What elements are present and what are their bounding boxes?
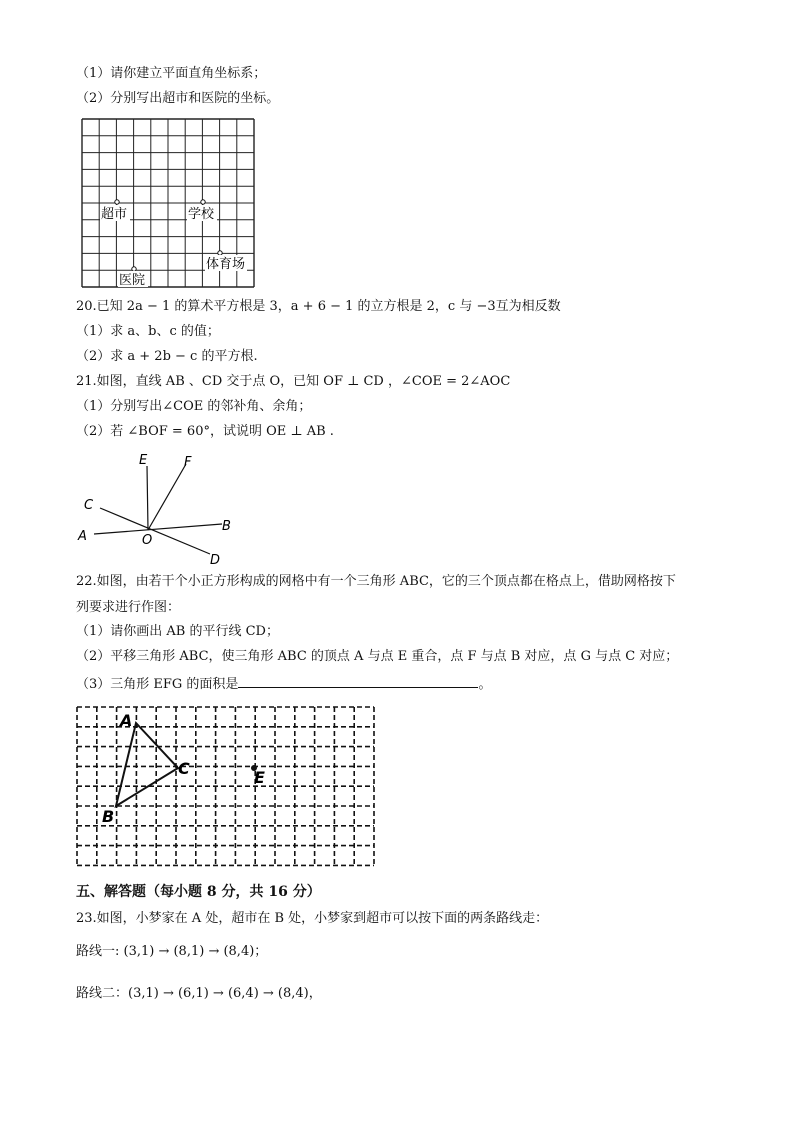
- q22-part3-prefix: （3）三角形 EFG 的面积是: [76, 677, 239, 692]
- hospital-label: 医院: [119, 273, 146, 288]
- ray-OE: [147, 466, 148, 530]
- label-O: O: [142, 533, 153, 548]
- label-E-q22: E: [254, 768, 265, 787]
- q20-stem: 20.已知 2a − 1 的算术平方根是 3，a + 6 − 1 的立方根是 2，c 与 −3互为相反数: [76, 299, 561, 314]
- q23-route2: 路线二：(3,1) → (6,1) → (6,4) → (8,4)，: [76, 986, 322, 1001]
- q22-part3: [76, 675, 491, 693]
- q22-grid-figure: [74, 704, 380, 870]
- supermarket-point: [115, 200, 119, 204]
- school-point: [201, 200, 205, 204]
- q23-stem: 23.如图，小梦家在 A 处，超市在 B 处，小梦家到超市可以按下面的两条路线走：: [76, 911, 549, 926]
- section-heading: 五、解答题（每小题 8 分，共 16 分）: [76, 884, 321, 900]
- stadium-label: 体育场: [206, 257, 246, 272]
- answer-blank[interactable]: [238, 675, 478, 688]
- label-A-q22: A: [120, 711, 133, 730]
- q22-part2: （2）平移三角形 ABC，使三角形 ABC 的顶点 A 与点 E 重合，点 F 与点 B 对应，点 G 与点 C 对应；: [76, 649, 679, 664]
- q21-part2: （2）若 ∠BOF = 60°，试说明 OE ⊥ AB .: [76, 424, 334, 439]
- q22-part1: （1）请你画出 AB 的平行线 CD；: [76, 624, 279, 639]
- q19-part2: （2）分别写出超市和医院的坐标。: [76, 91, 280, 106]
- supermarket-label: 超市: [101, 207, 128, 222]
- triangle-ABC: [116, 723, 178, 806]
- q21-part1: （1）分别写出∠COE 的邻补角、余角；: [76, 399, 312, 414]
- label-C-q22: C: [178, 759, 190, 778]
- hospital-point: [132, 267, 136, 271]
- q22-stem-line1: 22.如图，由若干个小正方形构成的网格中有一个三角形 ABC，它的三个顶点都在格点上，借助网格按下: [76, 574, 676, 589]
- label-C: C: [84, 498, 94, 513]
- label-E: E: [139, 453, 148, 468]
- label-D: D: [210, 553, 221, 568]
- stadium-point: [218, 251, 222, 255]
- label-B: B: [222, 519, 231, 534]
- q20-part2: （2）求 a + 2b − c 的平方根.: [76, 349, 258, 364]
- ray-OF: [148, 464, 186, 530]
- q22-stem-line2: 列要求进行作图：: [76, 600, 181, 615]
- label-B-q22: B: [102, 807, 115, 826]
- line-CD: [100, 508, 210, 554]
- q21-stem: 21.如图，直线 AB 、CD 交于点 O，已知 OF ⊥ CD ，∠COE = 2∠AOC: [76, 374, 511, 389]
- label-A: A: [78, 529, 87, 544]
- q22-part3-suffix: 。: [478, 677, 492, 692]
- q19-grid-figure: [80, 118, 256, 288]
- q20-part1: （1）求 a、b、c 的值；: [76, 324, 220, 339]
- q21-angle-figure: [70, 448, 250, 570]
- q23-route1: 路线一: (3,1) → (8,1) → (8,4)；: [76, 944, 268, 959]
- label-F: F: [184, 455, 192, 470]
- school-label: 学校: [188, 207, 215, 222]
- q19-part1: （1）请你建立平面直角坐标系；: [76, 66, 267, 81]
